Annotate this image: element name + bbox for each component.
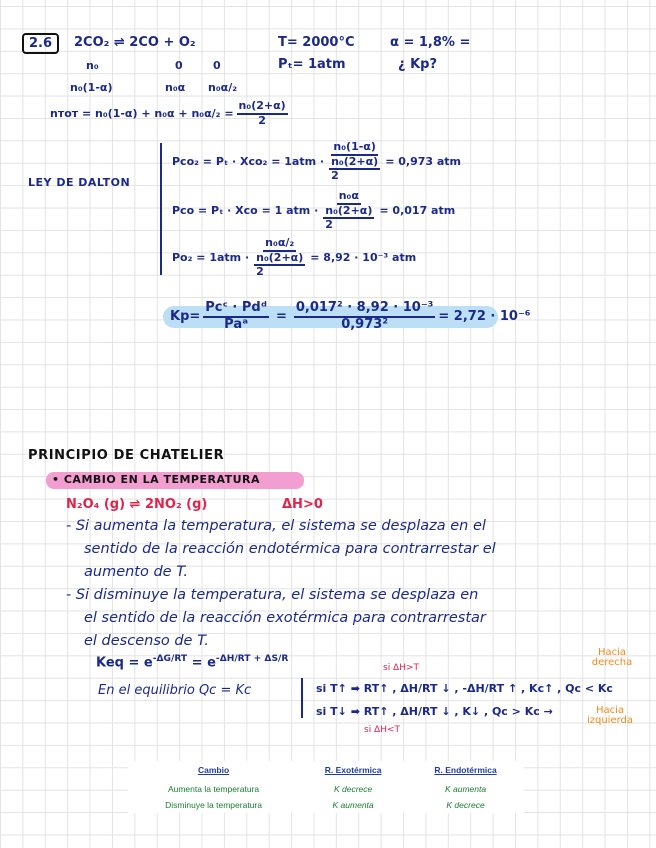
kp-values (294, 301, 436, 333)
pco2-den-bottom: 2 (331, 169, 339, 183)
row2-change: Disminuye la temperatura (165, 800, 262, 810)
po2-lhs: Po₂ = 1atm · (172, 251, 250, 265)
temperature-effect-table (128, 761, 524, 813)
pco-lhs: Pco = Pₜ · Xco = 1 atm · (172, 204, 319, 218)
equilibrium-o2: n₀α/₂ (208, 81, 238, 94)
table-header-row (128, 761, 524, 781)
dalton-law-label: LEY DE DALTON (28, 176, 131, 189)
keq-equation (96, 655, 288, 669)
chatelier-title: PRINCIPIO DE CHATELIER (28, 448, 225, 463)
kp-value-num: 0,017² · 8,92 · 10⁻³ (294, 301, 436, 318)
case-temperature-down: si T↓ ➡ RT↑ , ΔH/RT ↓ , K↓ , Qc > Kc → (316, 705, 553, 718)
pco-result: = 0,017 atm (379, 204, 456, 218)
equilibrium-reactant: n₀(1-α) (70, 81, 113, 94)
pco2-fraction (327, 141, 382, 183)
kp-equation: Kp= $\frac{\text{Pcᶜ · Pdᵈ}}{\text{Paᵃ}}$ = $\frac{\text{0,017² · 8,92 · 10⁻³}}{\text{0,973²}}$ = 2,72 · 10⁻⁶ (170, 300, 531, 332)
row2-endothermic: K decrece (446, 800, 485, 810)
po2-den-top: n₀(2+α) (254, 252, 305, 267)
po2-result: = 8,92 · 10⁻³ atm (310, 251, 417, 265)
po2-den (252, 252, 307, 279)
total-moles (50, 100, 291, 127)
kp-result: = 2,72 · 10⁻⁶ (438, 309, 531, 325)
initial-co: 0 (175, 59, 183, 72)
paragraph-line-3: aumento de T. (84, 564, 188, 580)
keq-lhs: Keq = e (96, 655, 153, 671)
problem-number: 2.6 (22, 33, 59, 54)
row1-endothermic: K aumenta (444, 784, 487, 794)
pco2-den (327, 156, 382, 183)
pco-equation (172, 190, 455, 232)
row1-change: Aumenta la temperatura (167, 784, 260, 794)
paragraph-line-6: el descenso de T. (84, 633, 209, 649)
total-moles-den: 2 (258, 113, 266, 127)
towards-left-note: Hacia izquierda (586, 705, 634, 726)
equilibrium-condition: En el equilibrio Qc = Kc (98, 683, 252, 698)
pco-den (321, 205, 376, 232)
paragraph-line-4: - Si disminuye la temperatura, el sistema se desplaza en (66, 587, 479, 603)
kp-value-den: 0,973² (341, 316, 389, 332)
table-row (128, 781, 524, 797)
kp-lhs: Kp= (170, 309, 201, 325)
case-temperature-up: si T↑ ➡ RT↑ , ΔH/RT ↓ , -ΔH/RT ↑ , Kc↑ , Qc < Kc (316, 682, 613, 695)
chatelier-subtitle: • CAMBIO EN LA TEMPERATURA (52, 473, 261, 486)
note-dh-positive: si ΔH>T (383, 663, 420, 673)
pco-num: n₀α (337, 190, 361, 205)
question-kp: ¿ Kp? (398, 57, 437, 72)
case-divider (301, 678, 303, 718)
paragraph-line-2: sentido de la reacción endotérmica para contrarrestar el (84, 541, 496, 557)
pco-den-bottom: 2 (325, 218, 333, 232)
chatelier-reaction: N₂O₄ (g) ⇌ 2NO₂ (g) (66, 497, 208, 512)
total-moles-fraction (237, 100, 288, 127)
total-moles-num: n₀(2+α) (237, 100, 288, 115)
pco-fraction (321, 190, 376, 232)
paragraph-line-5: el sentido de la reacción exotérmica para contrarrestar (84, 610, 486, 626)
pco2-den-top: n₀(2+α) (329, 156, 380, 171)
total-moles-lhs: nᴛᴏᴛ = n₀(1-α) + n₀α + n₀α/₂ = (50, 107, 234, 121)
pco2-lhs: Pco₂ = Pₜ · Xco₂ = 1atm · (172, 155, 325, 169)
row1-exothermic: K decrece (333, 784, 373, 794)
pco2-result: = 0,973 atm (385, 155, 462, 169)
header-endothermic: R. Endotérmica (434, 765, 497, 775)
dalton-brace (160, 143, 168, 275)
table-row (128, 797, 524, 813)
kp-expr-num: Pcᶜ · Pdᵈ (203, 301, 269, 318)
kp-expr-den: Paᵃ (224, 316, 249, 332)
keq-exponent-2: -ΔH/RT + ΔS/R (215, 654, 289, 664)
initial-o2: 0 (213, 59, 221, 72)
reaction-equation: 2CO₂ ⇌ 2CO + O₂ (74, 35, 196, 50)
towards-right-note: Hacia derecha (591, 647, 633, 668)
enthalpy-condition: ΔH>0 (282, 497, 323, 512)
keq-mid: = e (191, 655, 216, 671)
pco-den-top: n₀(2+α) (323, 205, 374, 220)
kp-expression (203, 301, 269, 333)
pco2-equation (172, 141, 461, 183)
keq-exponent-1: -ΔG/RT (152, 654, 188, 664)
pressure-value: Pₜ= 1atm (278, 57, 346, 72)
header-change: Cambio (197, 765, 230, 775)
header-exothermic: R. Exotérmica (324, 765, 382, 775)
initial-reactant: n₀ (86, 59, 99, 72)
equilibrium-co: n₀α (165, 81, 186, 94)
pco2-num: n₀(1-α) (331, 141, 377, 156)
row2-exothermic: K aumenta (332, 800, 374, 810)
po2-equation (172, 237, 416, 279)
note-dh-negative: si ΔH<T (364, 725, 401, 735)
po2-fraction (252, 237, 307, 279)
po2-num: n₀α/₂ (263, 237, 296, 252)
paragraph-line-1: - Si aumenta la temperatura, el sistema se desplaza en el (66, 518, 486, 534)
temperature-value: T= 2000°C (278, 35, 355, 50)
po2-den-bottom: 2 (256, 265, 264, 279)
alpha-value: α = 1,8% = (390, 35, 471, 50)
